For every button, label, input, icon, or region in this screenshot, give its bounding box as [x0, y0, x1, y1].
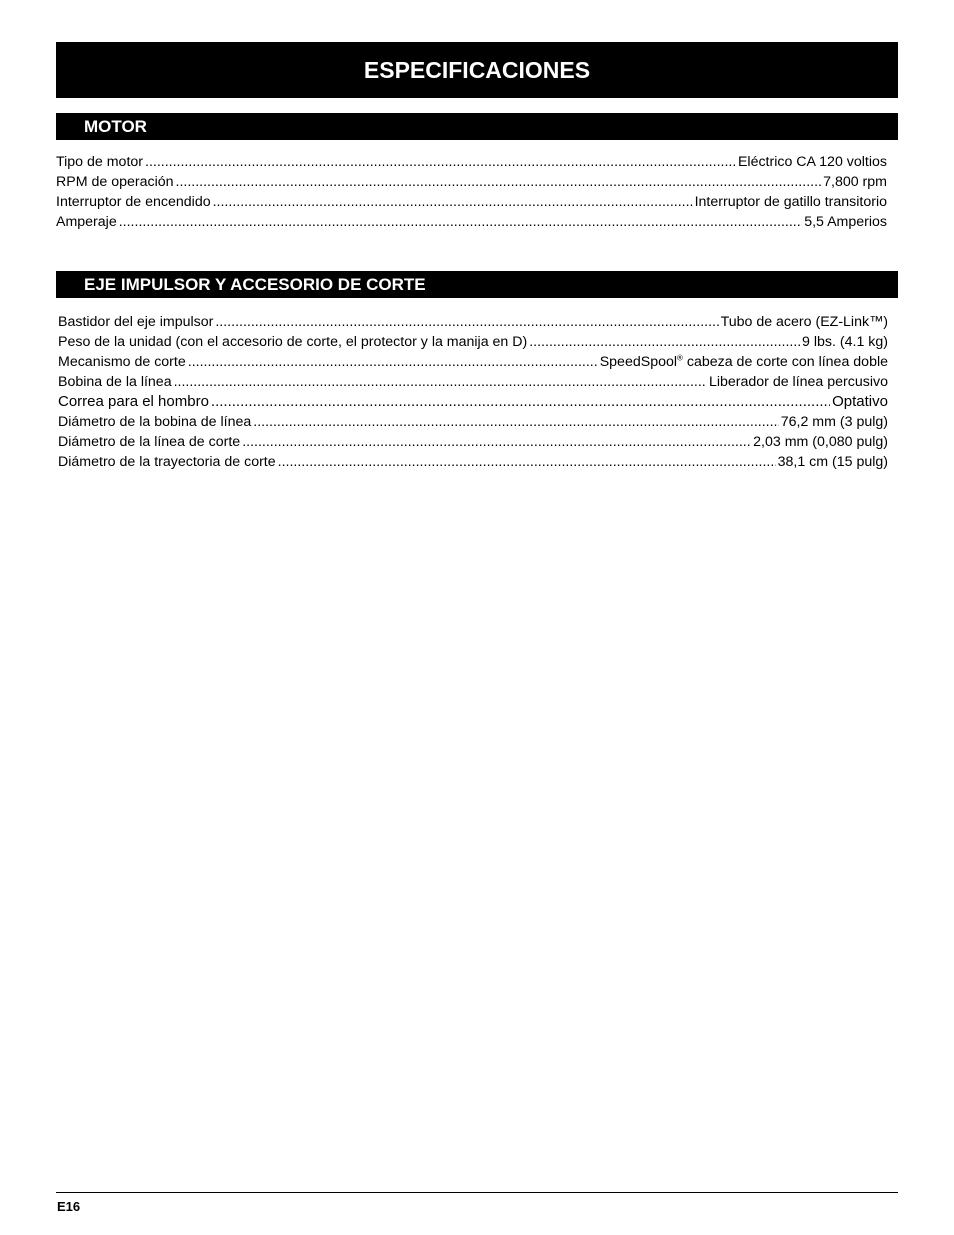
spec-label: Tipo de motor — [56, 154, 144, 170]
spec-row-line-spool — [58, 372, 888, 392]
footer-divider — [56, 1192, 898, 1193]
motor-section-heading: MOTOR — [84, 116, 147, 136]
shaft-section-heading: EJE IMPULSOR Y ACCESORIO DE CORTE — [84, 274, 426, 294]
spec-label: Bastidor del eje impulsor — [58, 314, 214, 330]
spec-row-shaft-housing — [58, 312, 888, 332]
page-title: ESPECIFICACIONES — [363, 56, 591, 83]
spec-label: Diámetro de la bobina de línea — [58, 414, 252, 430]
spec-value: 76,2 mm (3 pulg) — [780, 414, 888, 430]
dot-leader — [145, 152, 736, 172]
spec-row-switch — [56, 192, 887, 212]
dot-leader — [242, 432, 751, 452]
dot-leader — [119, 212, 802, 232]
spec-row-line-diameter — [58, 432, 888, 452]
page-number: E16 — [57, 1199, 81, 1214]
spec-value: Liberador de línea percusivo — [708, 374, 888, 390]
spec-label: Bobina de la línea — [58, 374, 172, 390]
spec-label: Correa para el hombro — [58, 393, 209, 410]
spec-row-shoulder-strap — [58, 392, 888, 412]
spec-label: Diámetro de la línea de corte — [58, 434, 241, 450]
spec-label: Peso de la unidad (con el accesorio de corte, el protector y la manija en D) — [58, 334, 528, 350]
spec-value: 5,5 Amperios — [804, 214, 887, 230]
spec-value-rest: cabeza de corte con línea doble — [682, 354, 888, 370]
spec-label: Diámetro de la trayectoria de corte — [58, 454, 276, 470]
dot-leader — [213, 192, 693, 212]
spec-label: Interruptor de encendido — [56, 194, 211, 210]
spec-row-spool-diameter — [58, 412, 888, 432]
brand-name: SpeedSpool — [599, 354, 678, 370]
spec-value: Optativo — [832, 393, 888, 410]
dot-leader — [176, 172, 822, 192]
spec-value: Eléctrico CA 120 voltios — [737, 154, 887, 170]
dot-leader — [188, 352, 598, 372]
spec-value: 2,03 mm (0,080 pulg) — [753, 434, 888, 450]
spec-value: 7,800 rpm — [823, 174, 887, 190]
spec-row-cutting-mechanism — [58, 352, 888, 372]
shaft-spec-list — [58, 312, 888, 472]
spec-label: Mecanismo de corte — [58, 354, 186, 370]
shaft-section-heading-bar — [56, 271, 898, 298]
spec-row-motor-type — [56, 152, 887, 172]
motor-spec-list — [56, 152, 887, 232]
spec-row-amperage — [56, 212, 887, 232]
spec-value: 9 lbs. (4.1 kg) — [802, 334, 888, 350]
dot-leader — [278, 452, 776, 472]
dot-leader — [211, 392, 830, 412]
spec-label: Amperaje — [56, 214, 117, 230]
spec-row-cutting-path — [58, 452, 888, 472]
registered-mark: ® — [677, 353, 683, 363]
spec-value: Interruptor de gatillo transitorio — [694, 194, 887, 210]
dot-leader — [215, 312, 718, 332]
dot-leader — [529, 332, 800, 352]
spec-value: 38,1 cm (15 pulg) — [777, 454, 888, 470]
dot-leader — [253, 412, 779, 432]
spec-label: RPM de operación — [56, 174, 174, 190]
spec-row-rpm — [56, 172, 887, 192]
dot-leader — [174, 372, 707, 392]
spec-row-unit-weight — [58, 332, 888, 352]
motor-section-heading-bar — [56, 113, 898, 140]
page-title-bar — [56, 42, 898, 98]
spec-value: Tubo de acero (EZ-Link™) — [720, 314, 888, 330]
spec-value — [600, 352, 888, 372]
